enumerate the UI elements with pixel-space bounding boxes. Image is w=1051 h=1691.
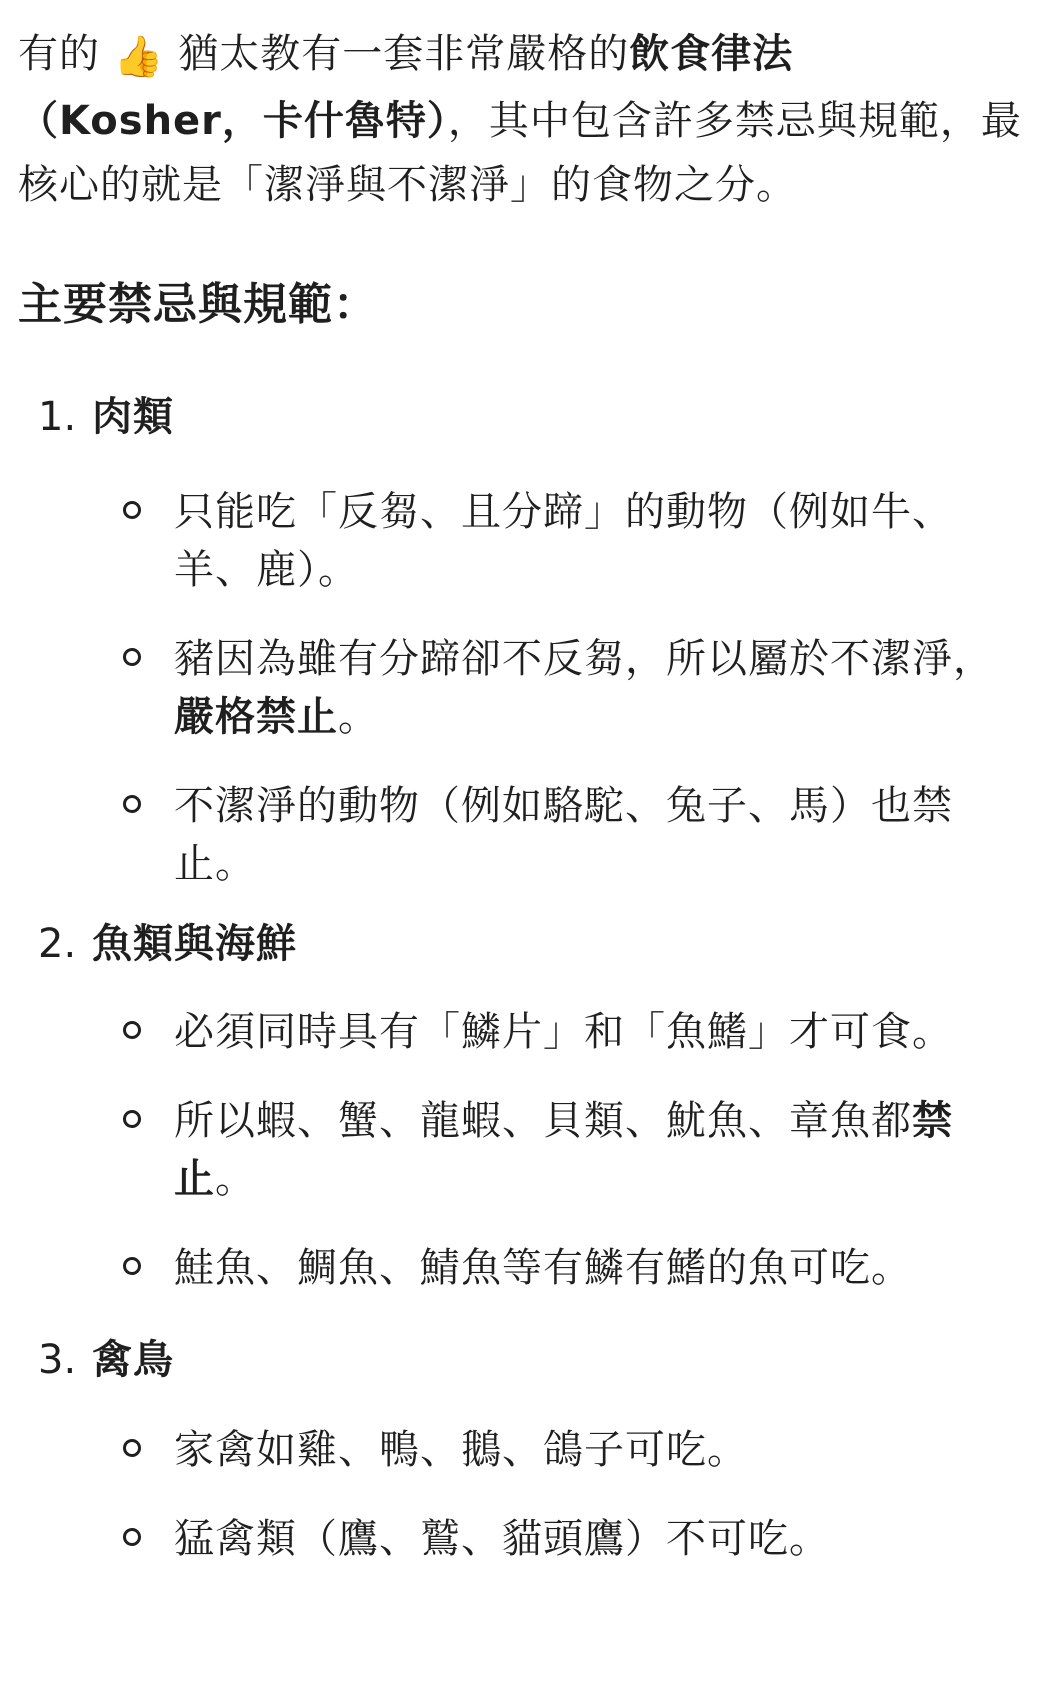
- category-number: 3.: [38, 1337, 77, 1383]
- category-heading: [18, 912, 1033, 976]
- item-text: 家禽如雞、鴨、鵝、鴿子可吃。: [174, 1427, 748, 1473]
- hollow-bullet-icon: [123, 501, 141, 519]
- category-meat: [18, 385, 1033, 893]
- list-item: [18, 1092, 1033, 1208]
- list-item: [18, 1239, 1033, 1297]
- hollow-bullet-icon: [123, 1439, 141, 1457]
- intro-text-b: ，其中包含許多禁忌與規範，最核心的就是「潔淨與不潔淨」的食物之分。: [18, 98, 1022, 208]
- hollow-bullet-icon: [123, 1021, 141, 1039]
- intro-lead: 有的: [18, 31, 100, 77]
- category-label: 魚類與海鮮: [92, 921, 297, 967]
- item-text: 猛禽類（鷹、鷲、貓頭鷹）不可吃。: [174, 1516, 830, 1562]
- category-number: 1.: [38, 394, 77, 440]
- item-text: 必須同時具有「鱗片」和「魚鰭」才可食。: [174, 1009, 953, 1055]
- category-fish-seafood: [18, 912, 1033, 1297]
- sub-list: [18, 1421, 1033, 1568]
- item-text: 只能吃「反芻、且分蹄」的動物（例如牛、羊、鹿）。: [174, 489, 953, 593]
- list-item: [18, 630, 1033, 746]
- item-bold: 嚴格禁止: [174, 694, 338, 740]
- list-item: [18, 1003, 1033, 1061]
- item-tail: 。: [215, 1156, 256, 1202]
- hollow-bullet-icon: [123, 648, 141, 666]
- item-bold: 禁止: [174, 1098, 953, 1202]
- hollow-bullet-icon: [123, 1110, 141, 1128]
- category-label: 禽鳥: [92, 1337, 174, 1383]
- sub-list: [18, 1003, 1033, 1297]
- category-heading: [18, 1328, 1033, 1392]
- item-text: 所以蝦、蟹、龍蝦、貝類、魷魚、章魚都: [174, 1098, 912, 1144]
- thumbs-up-icon: 👍: [113, 34, 165, 80]
- hollow-bullet-icon: [123, 1257, 141, 1275]
- hollow-bullet-icon: [123, 1528, 141, 1546]
- hollow-bullet-icon: [123, 795, 141, 813]
- sub-list: [18, 483, 1033, 893]
- item-tail: 。: [338, 694, 379, 740]
- intro-text-a: 猶太教有一套非常嚴格的: [164, 31, 630, 77]
- list-item: [18, 483, 1033, 599]
- item-text: 豬因為雖有分蹄卻不反芻，所以屬於不潔淨，: [174, 636, 994, 682]
- list-item: [18, 777, 1033, 893]
- intro-bold-term: 飲食律法（Kosher，卡什魯特）: [18, 31, 794, 144]
- category-heading: [18, 385, 1033, 449]
- intro-paragraph: [18, 22, 1033, 217]
- list-item: [18, 1421, 1033, 1479]
- item-text: 鮭魚、鯛魚、鯖魚等有鱗有鰭的魚可吃。: [174, 1245, 912, 1291]
- list-item: [18, 1510, 1033, 1568]
- category-poultry: [18, 1328, 1033, 1568]
- category-number: 2.: [38, 921, 77, 967]
- section-title: 主要禁忌與規範：: [18, 279, 378, 330]
- category-label: 肉類: [92, 394, 174, 440]
- item-text: 不潔淨的動物（例如駱駝、兔子、馬）也禁止。: [174, 783, 953, 887]
- category-list: [18, 385, 1033, 1568]
